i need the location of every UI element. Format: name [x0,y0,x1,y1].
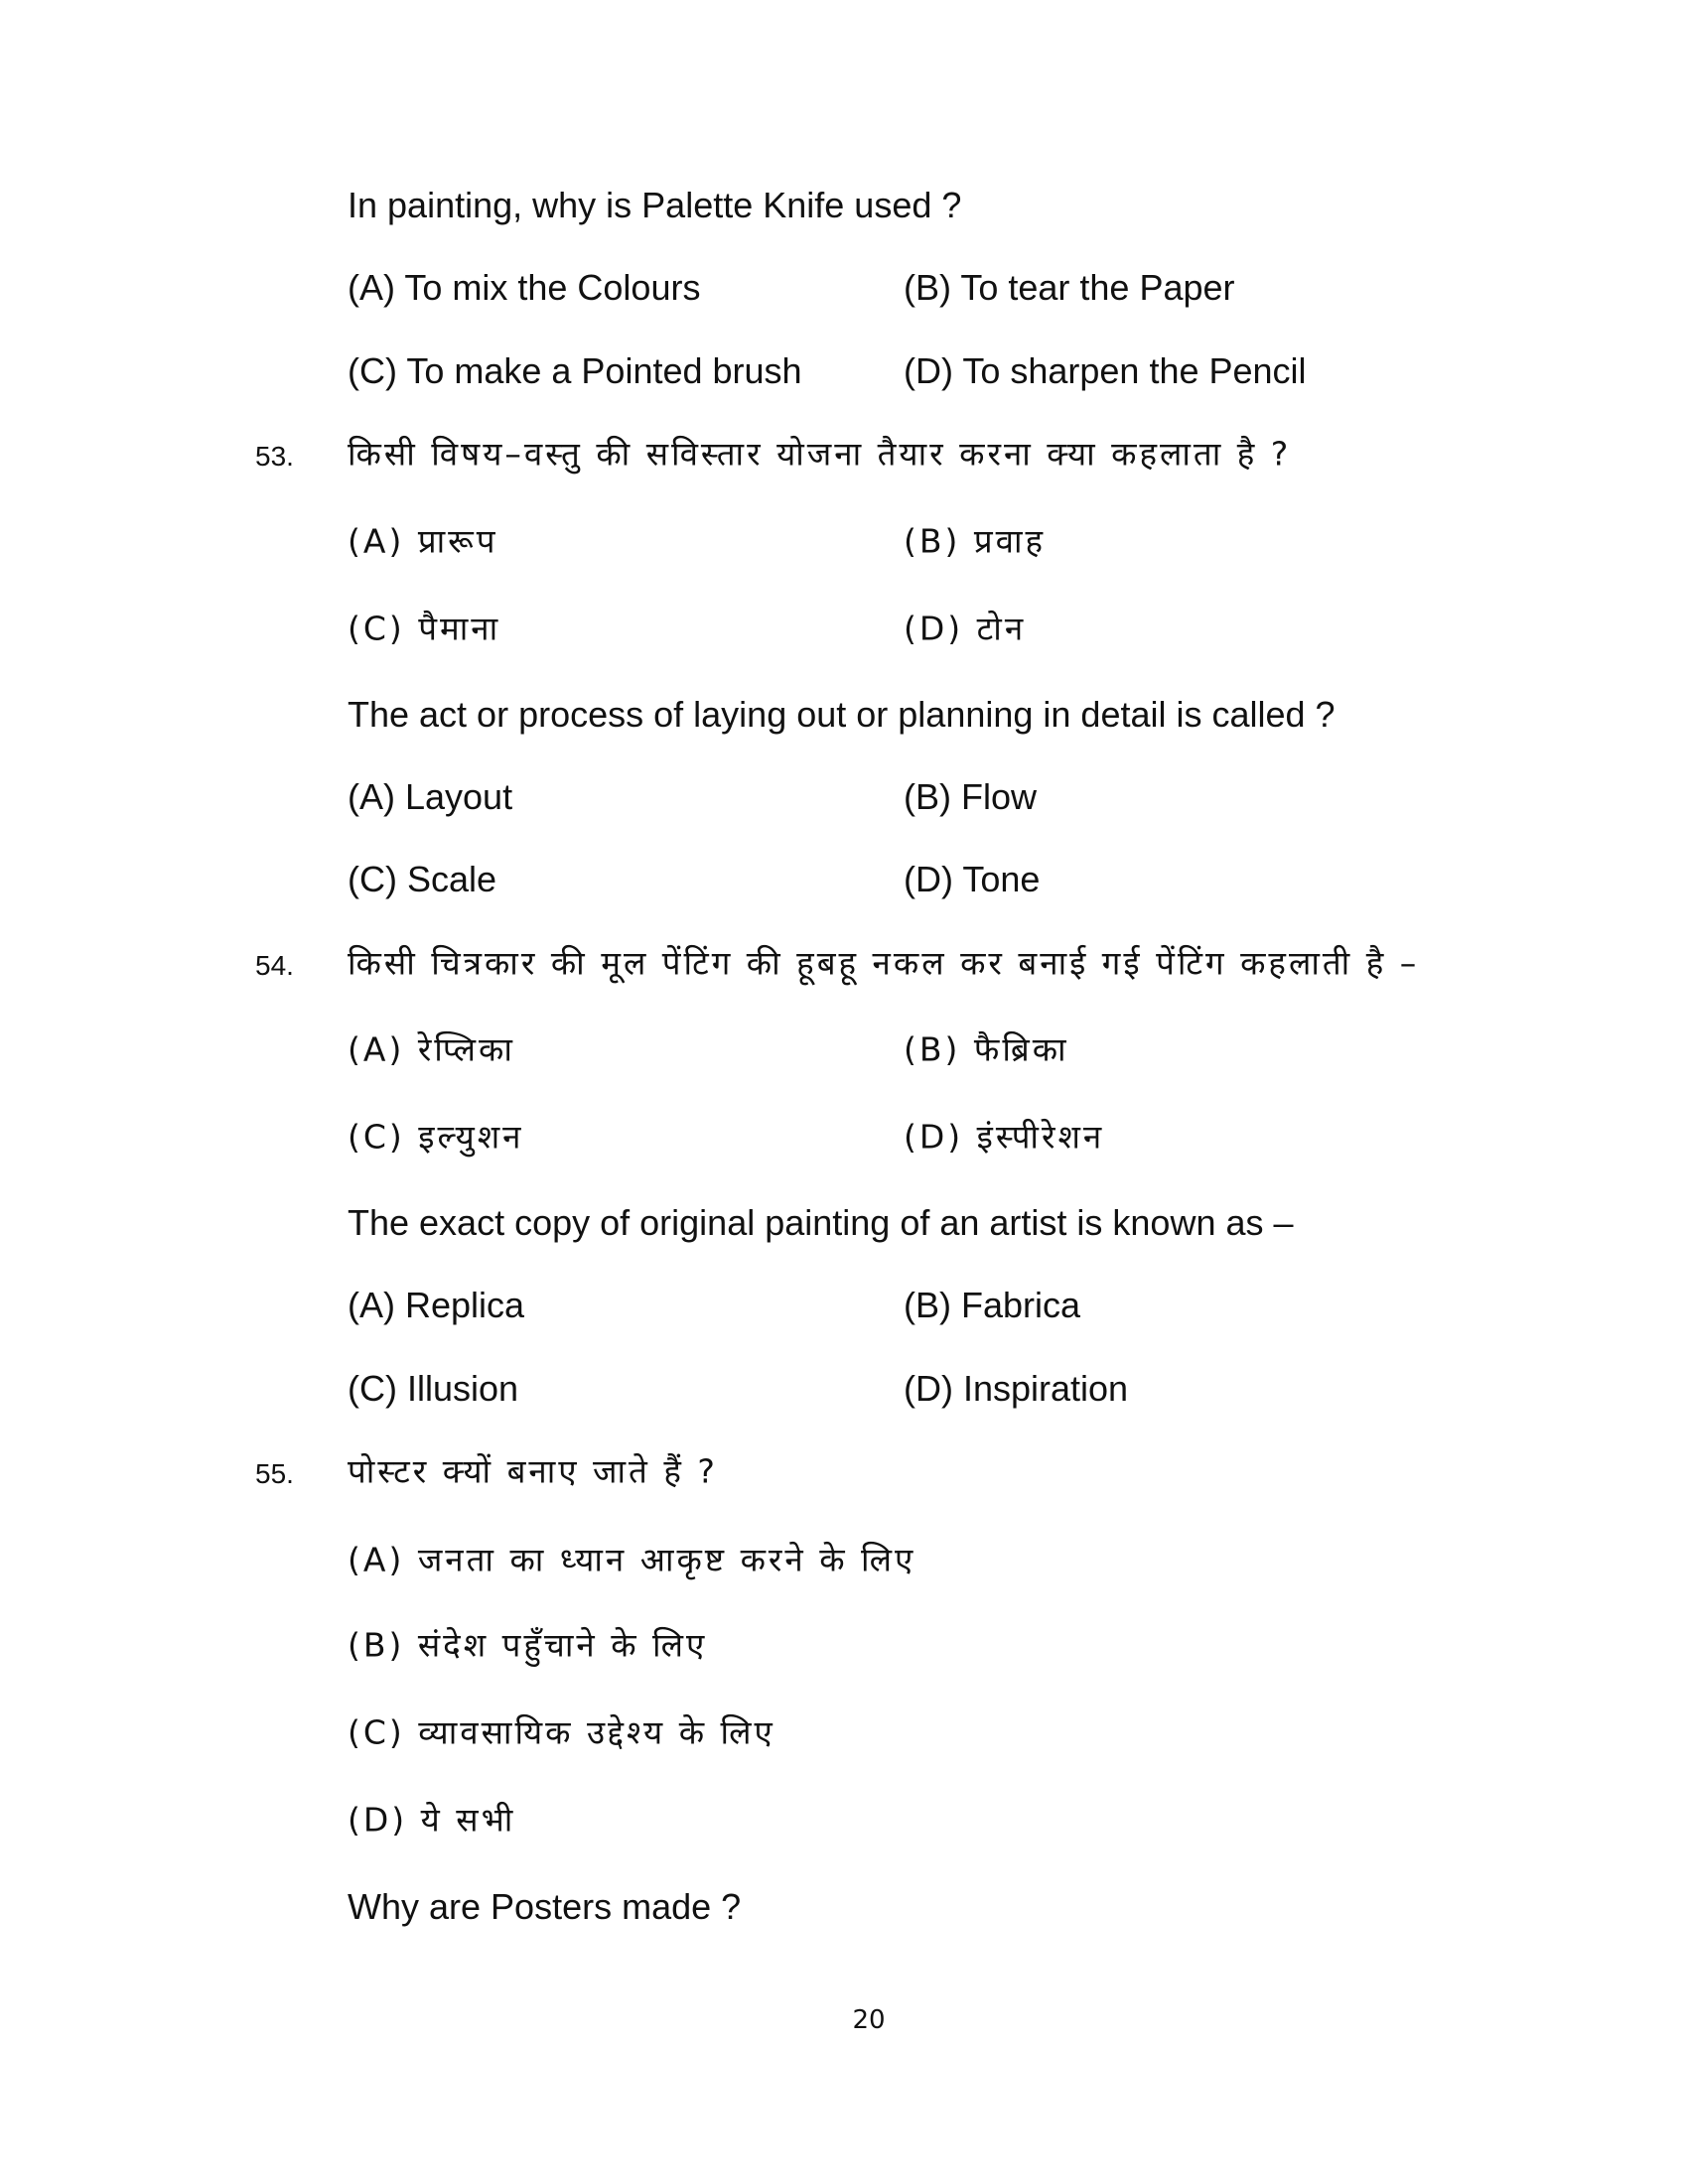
question-55-hindi: पोस्टर क्यों बनाए जाते हैं ? [348,1451,718,1491]
option-52-en-a: (A) To mix the Colours [348,267,701,308]
question-55-english: Why are Posters made ? [348,1886,742,1927]
option-52-en-c: (C) To make a Pointed brush [348,350,802,391]
option-54-hi-b: (B) फैब्रिका [904,1029,1069,1069]
option-53-en-c: (C) Scale [348,859,497,899]
option-53-hi-d: (D) टोन [904,609,1027,648]
option-55-hi-a: (A) जनता का ध्यान आकृष्ट करने के लिए [348,1540,916,1579]
option-54-en-c: (C) Illusion [348,1368,519,1409]
option-54-en-d: (D) Inspiration [904,1368,1129,1409]
option-55-hi-c: (C) व्यावसायिक उद्देश्य के लिए [348,1712,775,1752]
option-52-en-b: (B) To tear the Paper [904,267,1235,308]
option-54-en-a: (A) Replica [348,1285,525,1325]
option-54-hi-a: (A) रेप्लिका [348,1029,515,1069]
option-53-hi-b: (B) प्रवाह [904,521,1047,561]
option-52-en-d: (D) To sharpen the Pencil [904,350,1307,391]
question-54-english: The exact copy of original painting of an artist is known as – [348,1202,1294,1243]
page-number: 20 [852,2005,886,2035]
option-55-hi-b: (B) संदेश पहुँचाने के लिए [348,1625,708,1665]
option-53-hi-c: (C) पैमाना [348,609,501,648]
option-54-en-b: (B) Fabrica [904,1285,1081,1325]
question-53-english: The act or process of laying out or planning in detail is called ? [348,694,1336,735]
question-54-hindi: किसी चित्रकार की मूल पेंटिंग की हूबहू नकल कर बनाई गई पेंटिंग कहलाती है – [348,943,1420,983]
question-number-53: 53. [255,441,294,472]
option-55-hi-d: (D) ये सभी [348,1800,516,1840]
option-54-hi-c: (C) इल्युशन [348,1117,524,1157]
option-53-hi-a: (A) प्रारूप [348,521,498,561]
question-number-55: 55. [255,1458,294,1489]
question-number-54: 54. [255,950,294,981]
question-52-english: In painting, why is Palette Knife used ? [348,185,962,225]
option-53-en-a: (A) Layout [348,776,513,817]
question-53-hindi: किसी विषय–वस्तु की सविस्तार योजना तैयार करना क्या कहलाता है ? [348,434,1292,474]
option-53-en-d: (D) Tone [904,859,1041,899]
option-53-en-b: (B) Flow [904,776,1037,817]
option-54-hi-d: (D) इंस्पीरेशन [904,1117,1105,1157]
